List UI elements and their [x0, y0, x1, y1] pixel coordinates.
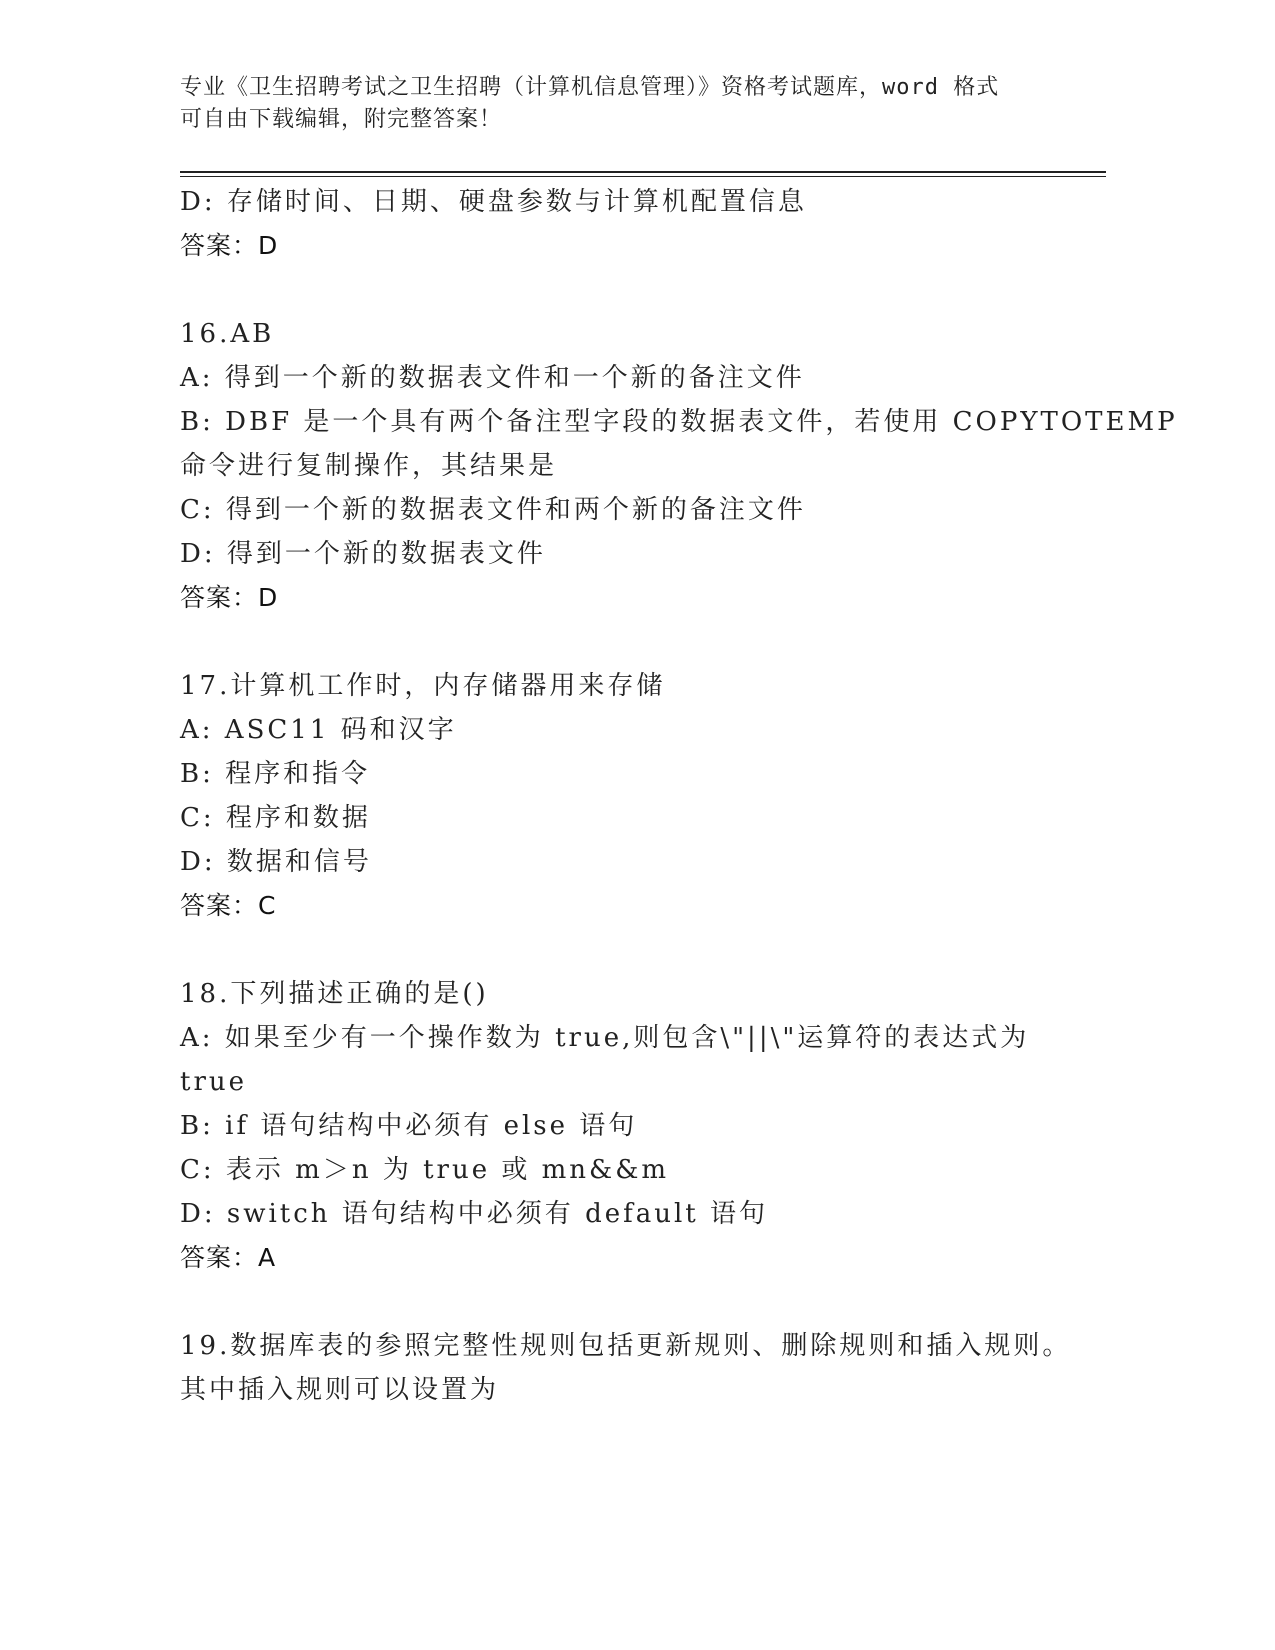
question-stem: 17.计算机工作时，内存储器用来存储 — [180, 671, 666, 701]
option-line: D: switch 语句结构中必须有 default 语句 — [180, 1199, 768, 1229]
question-content — [180, 180, 1178, 1412]
question-block — [180, 972, 1060, 1280]
question-block — [180, 312, 1178, 620]
answer-line: 答案：A — [180, 1243, 277, 1272]
option-line: B: if 语句结构中必须有 else 语句 — [180, 1111, 638, 1141]
question-stem: 19.数据库表的参照完整性规则包括更新规则、删除规则和插入规则。 — [180, 1331, 1072, 1361]
document-header — [180, 72, 1040, 136]
option-line: true — [180, 1067, 248, 1097]
option-line: A: ASC11 码和汉字 — [180, 715, 457, 745]
question-stem-continued: 其中插入规则可以设置为 — [180, 1375, 500, 1405]
answer-line: 答案：D — [180, 231, 279, 260]
block-spacer — [180, 1280, 1060, 1324]
question-stem: 16.AB — [180, 319, 275, 349]
block-spacer — [180, 268, 1060, 312]
option-line: B: 程序和指令 — [180, 759, 371, 789]
option-line: B: DBF 是一个具有两个备注型字段的数据表文件，若使用 COPYTOTEMP — [180, 407, 1178, 437]
header-line-2: 可自由下载编辑，附完整答案！ — [180, 107, 503, 132]
block-spacer — [180, 620, 1060, 664]
block-spacer — [180, 928, 1060, 972]
option-line: D: 存储时间、日期、硬盘参数与计算机配置信息 — [180, 187, 807, 217]
option-line: D: 得到一个新的数据表文件 — [180, 539, 546, 569]
header-divider — [180, 171, 1106, 177]
question-block — [180, 664, 1060, 928]
option-line: A: 得到一个新的数据表文件和一个新的备注文件 — [180, 363, 805, 393]
question-stem: 18.下列描述正确的是() — [180, 979, 489, 1009]
question-block — [180, 180, 1060, 268]
header-line-1: 专业《卫生招聘考试之卫生招聘（计算机信息管理）》资格考试题库，word 格式 — [180, 75, 1000, 100]
option-line: C: 得到一个新的数据表文件和两个新的备注文件 — [180, 495, 806, 525]
answer-line: 答案：D — [180, 583, 279, 612]
answer-line: 答案：C — [180, 891, 277, 920]
option-line: D: 数据和信号 — [180, 847, 372, 877]
option-line: C: 表示 m＞n 为 true 或 mn&&m — [180, 1155, 669, 1185]
question-block — [180, 1324, 1072, 1412]
option-line: A: 如果至少有一个操作数为 true,则包含\"||\"运算符的表达式为 — [180, 1023, 1030, 1053]
option-line: C: 程序和数据 — [180, 803, 371, 833]
option-line: 命令进行复制操作，其结果是 — [180, 451, 558, 481]
